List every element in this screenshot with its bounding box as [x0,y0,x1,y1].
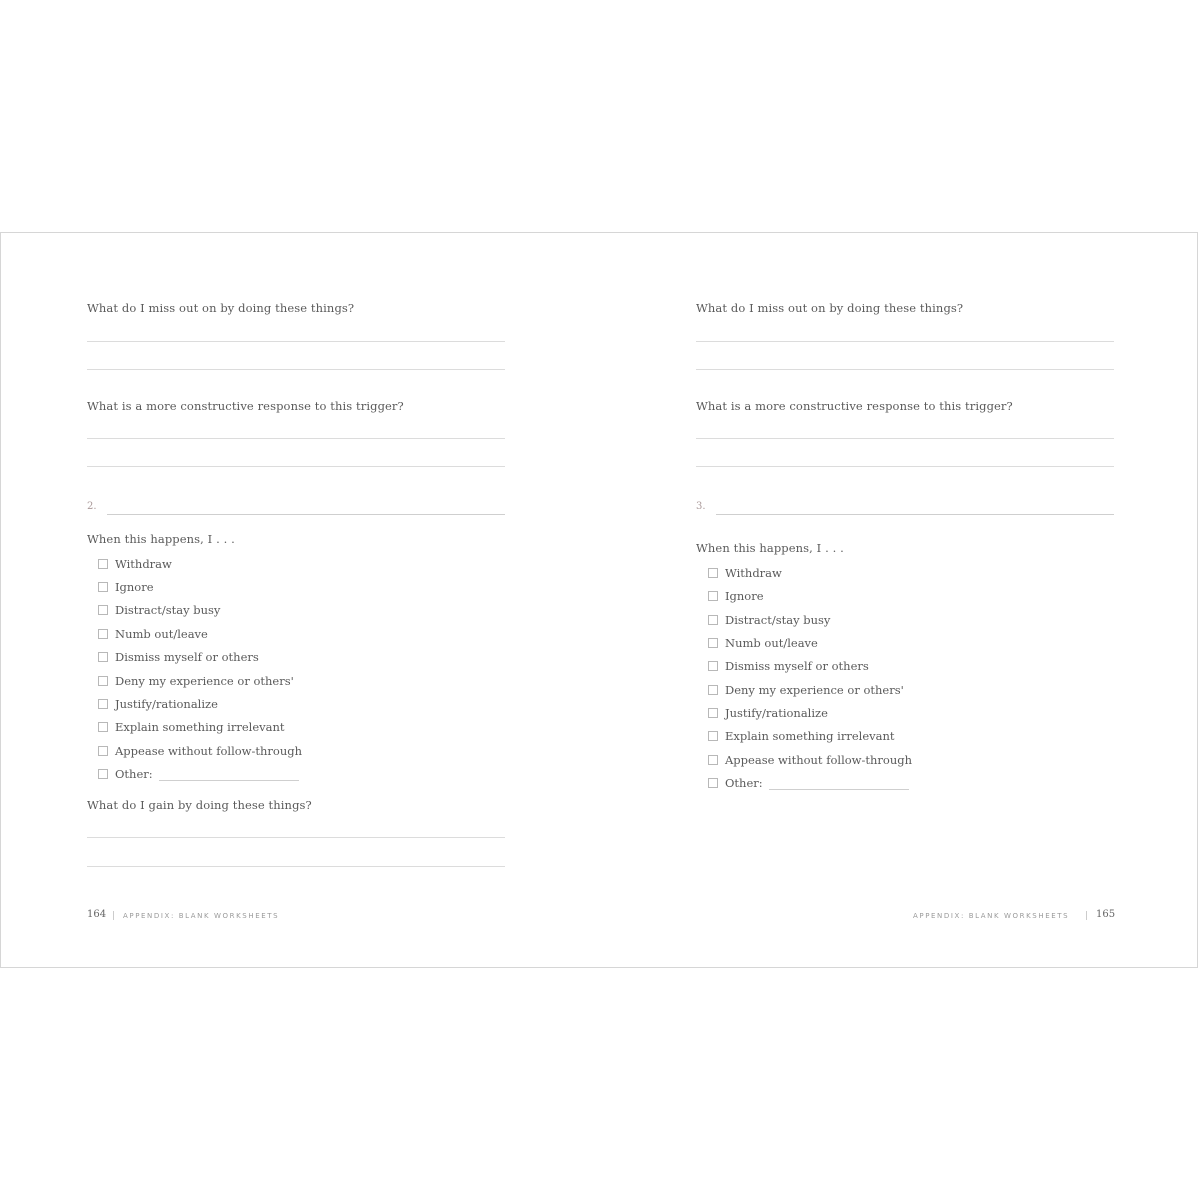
checkbox[interactable] [708,731,718,741]
checkbox-option[interactable]: Explain something irrelevant [98,719,285,735]
checkbox[interactable] [98,652,108,662]
answer-line[interactable] [87,466,505,467]
folio-separator [1086,911,1087,920]
checkbox-option[interactable]: Justify/rationalize [98,696,218,712]
book-spread [0,232,1198,968]
checkbox[interactable] [98,582,108,592]
checkbox[interactable] [708,615,718,625]
answer-line[interactable] [696,341,1114,342]
answer-line[interactable] [696,438,1114,439]
question-miss-out: What do I miss out on by doing these things? [87,301,355,315]
checkbox[interactable] [98,629,108,639]
checkbox[interactable] [98,769,108,779]
answer-line[interactable] [87,341,505,342]
checkbox-option[interactable]: Numb out/leave [98,626,208,642]
question-miss-out: What do I miss out on by doing these things? [696,301,964,315]
checkbox[interactable] [98,699,108,709]
checkbox[interactable] [708,755,718,765]
checkbox-option-other[interactable]: Other: [98,766,299,782]
checkbox-option[interactable]: Appease without follow-through [98,743,302,759]
checkbox-option[interactable]: Ignore [708,588,764,604]
page-number: 164 [87,909,107,920]
checkbox-option[interactable]: Ignore [98,579,154,595]
answer-line[interactable] [87,837,505,838]
checkbox-option-other[interactable]: Other: [708,775,909,791]
checkbox[interactable] [708,661,718,671]
checkbox-option[interactable]: Explain something irrelevant [708,728,895,744]
running-head: APPENDIX: BLANK WORKSHEETS [913,912,1070,920]
checkbox-option[interactable]: Withdraw [708,565,782,581]
answer-line[interactable] [87,866,505,867]
when-this-happens-label: When this happens, I . . . [87,532,235,546]
answer-line[interactable] [87,438,505,439]
trigger-number: 2. [87,501,97,512]
trigger-number: 3. [696,501,706,512]
checkbox-option[interactable]: Deny my experience or others' [98,673,294,689]
question-gain: What do I gain by doing these things? [87,798,312,812]
checkbox[interactable] [98,746,108,756]
trigger-input-line[interactable] [107,514,505,515]
checkbox-option[interactable]: Dismiss myself or others [98,649,259,665]
question-constructive-response: What is a more constructive response to this trigger? [696,399,1013,413]
right-page [600,233,1199,967]
checkbox-option[interactable]: Deny my experience or others' [708,682,904,698]
checkbox-option[interactable]: Distract/stay busy [708,612,830,628]
folio-separator [113,911,114,920]
checkbox-option[interactable]: Appease without follow-through [708,752,912,768]
answer-line[interactable] [696,369,1114,370]
checkbox[interactable] [708,685,718,695]
checkbox-option[interactable]: Dismiss myself or others [708,658,869,674]
checkbox[interactable] [98,605,108,615]
checkbox[interactable] [98,559,108,569]
checkbox[interactable] [98,722,108,732]
trigger-input-line[interactable] [716,514,1114,515]
checkbox[interactable] [708,778,718,788]
page-number: 165 [1096,909,1116,920]
running-head: APPENDIX: BLANK WORKSHEETS [123,912,280,920]
answer-line[interactable] [696,466,1114,467]
answer-line[interactable] [87,369,505,370]
checkbox[interactable] [708,708,718,718]
other-input-line[interactable] [159,780,299,781]
question-constructive-response: What is a more constructive response to this trigger? [87,399,404,413]
checkbox[interactable] [708,568,718,578]
checkbox-option[interactable]: Distract/stay busy [98,602,220,618]
other-input-line[interactable] [769,789,909,790]
checkbox[interactable] [98,676,108,686]
checkbox-option[interactable]: Withdraw [98,556,172,572]
checkbox[interactable] [708,591,718,601]
checkbox-option[interactable]: Numb out/leave [708,635,818,651]
checkbox[interactable] [708,638,718,648]
left-page [1,233,600,967]
checkbox-option[interactable]: Justify/rationalize [708,705,828,721]
when-this-happens-label: When this happens, I . . . [696,541,844,555]
